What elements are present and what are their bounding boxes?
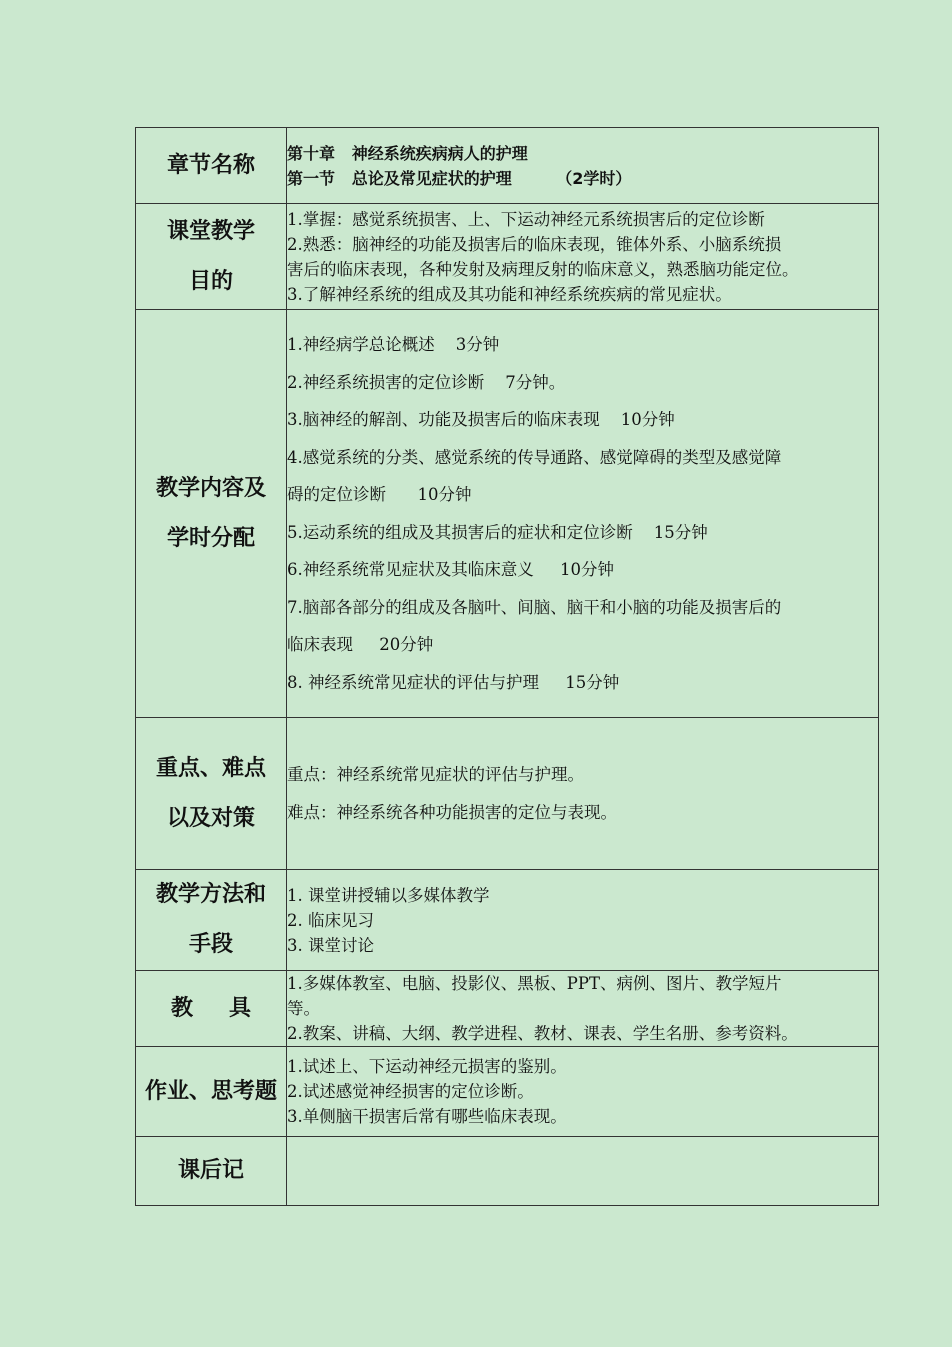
lesson-plan-table — [135, 127, 879, 1206]
row-label-methods — [136, 870, 287, 971]
content-line: 2.教案、讲稿、大纲、教学进程、教材、课表、学生名册、参考资料。 — [287, 1024, 798, 1043]
content-line: 3. 课堂讨论 — [287, 935, 374, 955]
label-line: 重点、难点 — [155, 755, 266, 781]
table-row — [136, 870, 879, 971]
table-row — [136, 718, 879, 870]
label-line: 教学方法和 — [155, 882, 266, 907]
row-label-teaching-aids — [136, 971, 287, 1047]
row-label-homework — [136, 1047, 287, 1137]
content-line: 2.试述感觉神经损害的定位诊断。 — [287, 1082, 534, 1101]
content-line: 2.熟悉：脑神经的功能及损害后的临床表现，锥体外系、小脑系统损 — [287, 234, 782, 254]
row-label-chapter — [136, 128, 287, 204]
row-label-objectives — [136, 204, 287, 310]
label-line: 教学内容及 — [155, 475, 266, 501]
content-line: 6.神经系统常见症状及其临床意义 10分钟 — [287, 560, 614, 579]
table-row — [136, 1137, 879, 1206]
content-line: 4.感觉系统的分类、感觉系统的传导通路、感觉障碍的类型及感觉障 — [287, 447, 782, 467]
content-line: 3.了解神经系统的组成及其功能和神经系统疾病的常见症状。 — [287, 284, 732, 304]
content-line: 1.神经病学总论概述 3分钟 — [287, 335, 500, 354]
content-line: 1.多媒体教室、电脑、投影仪、黑板、PPT、病例、图片、教学短片 — [287, 974, 782, 993]
content-line: 7.脑部各部分的组成及各脑叶、间脑、脑干和小脑的功能及损害后的 — [287, 597, 782, 617]
label-line: 手段 — [188, 932, 233, 957]
content-line: 3.单侧脑干损害后常有哪些临床表现。 — [287, 1107, 567, 1126]
row-content-teaching-aids — [287, 971, 879, 1047]
content-line: 5.运动系统的组成及其损害后的症状和定位诊断 15分钟 — [287, 522, 708, 542]
row-content-objectives — [287, 204, 879, 310]
content-line: 碍的定位诊断 10分钟 — [287, 485, 472, 504]
content-line: 1. 课堂讲授辅以多媒体教学 — [287, 885, 490, 905]
row-label-notes — [136, 1137, 287, 1206]
content-line: 害后的临床表现，各种发射及病理反射的临床意义，熟悉脑功能定位。 — [287, 259, 799, 279]
label-line: 教具 — [170, 995, 287, 1021]
row-content-notes — [287, 1137, 879, 1206]
table-row — [136, 1047, 879, 1137]
table-row — [136, 310, 879, 718]
row-label-key-points — [136, 718, 287, 870]
label-line: 章节名称 — [166, 152, 255, 178]
row-content-methods — [287, 870, 879, 971]
content-line: 等。 — [287, 999, 320, 1018]
label-line: 课堂教学 — [166, 218, 255, 244]
row-content-homework — [287, 1047, 879, 1137]
content-line: 3.脑神经的解剖、功能及损害后的临床表现 10分钟 — [287, 410, 675, 429]
label-line: 作业、思考题 — [144, 1078, 277, 1104]
content-line: 1.试述上、下运动神经元损害的鉴别。 — [287, 1057, 567, 1076]
row-content-chapter — [287, 128, 879, 204]
content-line: 临床表现 20分钟 — [287, 635, 434, 654]
content-line: 2. 临床见习 — [287, 910, 374, 930]
content-line: 1.掌握：感觉系统损害、上、下运动神经元系统损害后的定位诊断 — [287, 209, 765, 229]
label-line: 目的 — [188, 268, 233, 294]
label-line: 课后记 — [177, 1158, 244, 1183]
content-line: 重点：神经系统常见症状的评估与护理。 — [287, 765, 584, 784]
label-line: 以及对策 — [166, 805, 255, 831]
row-label-content — [136, 310, 287, 718]
content-line: 难点：神经系统各种功能损害的定位与表现。 — [287, 802, 617, 822]
content-line: 2.神经系统损害的定位诊断 7分钟。 — [287, 372, 566, 392]
row-content-content — [287, 310, 879, 718]
table-row — [136, 204, 879, 310]
table-row — [136, 971, 879, 1047]
section-title: 第一节 总论及常见症状的护理 （2学时） — [287, 168, 632, 188]
content-line: 8. 神经系统常见症状的评估与护理 15分钟 — [287, 672, 620, 692]
row-content-key-points — [287, 718, 879, 870]
table-row — [136, 128, 879, 204]
chapter-title: 第十章 神经系统疾病病人的护理 — [287, 143, 528, 163]
label-line: 学时分配 — [166, 525, 255, 551]
